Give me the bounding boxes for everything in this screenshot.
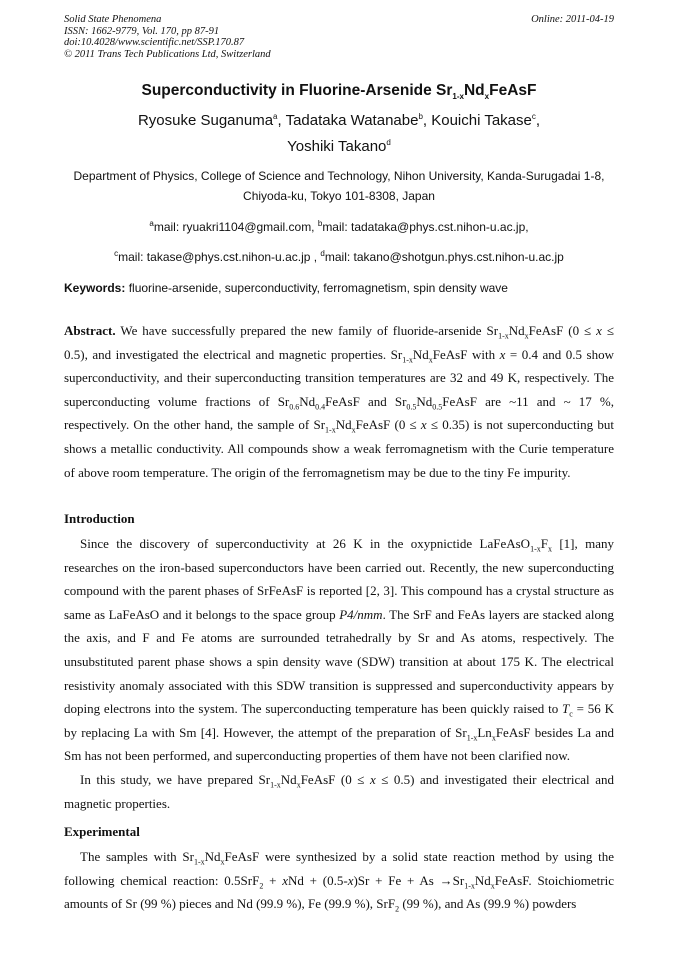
text-span: )Sr + Fe + As →Sr <box>353 872 465 888</box>
text-span: Nd <box>474 872 491 888</box>
text-span: 2 <box>395 904 400 914</box>
text-span: x <box>351 425 356 435</box>
text-span: 0.5 <box>432 402 443 412</box>
text-span: d <box>320 249 325 258</box>
author-list <box>70 108 608 160</box>
text-span: FeAsF besides La and Sm has not been performed, and superconducting properties of them have not been clarified now. <box>64 724 614 764</box>
text-span: 1-x <box>498 331 509 341</box>
text-span: ≤ 0.35) is not superconducting but shows a metallic conductivity. All compounds show a weak ferromagnetism with the Curie temperature of above room temperature. The origin of the ferromagnetism may be due to the tiny Fe impurity. <box>64 417 614 480</box>
text-span: Keywords: <box>64 281 126 295</box>
text-span: x <box>499 346 506 362</box>
text-span: Nd <box>299 393 316 409</box>
abstract-label: Abstract. <box>64 323 116 338</box>
text-span: Nd <box>335 417 352 433</box>
text-span: b <box>418 112 423 121</box>
text-span: Nd <box>508 323 525 338</box>
email-link[interactable]: mail: tadataka@phys.cst.nihon-u.ac.jp, <box>322 220 529 234</box>
journal-name: Solid State Phenomena <box>64 14 162 25</box>
text-span: Ln <box>477 724 492 740</box>
text-span: 2 <box>259 881 264 891</box>
text-span: We have successfully prepared the new family of fluoride-arsenide Sr <box>115 323 499 338</box>
text-span: Nd <box>416 393 433 409</box>
text-span: FeAsF were synthesized by a solid state reaction method by using the following chemical reaction: 0.5SrF <box>64 849 615 888</box>
paper-title <box>0 82 678 100</box>
text-span: P4/nmm <box>339 606 383 622</box>
text-span: 1-x <box>402 355 413 365</box>
text-span: 1-x <box>530 544 541 554</box>
abstract <box>64 319 614 484</box>
text-span: x <box>282 872 288 888</box>
text-span: , <box>535 112 541 129</box>
text-span: 1-x <box>325 425 336 435</box>
author-name: Ryosuke Suganuma <box>137 112 274 129</box>
text-span: Chiyoda-ku, Tokyo 101-8308, Japan <box>243 189 435 203</box>
author-name: , Tadataka Watanabe <box>277 112 419 129</box>
text-span: (99 %), and As (99.9 %) powders <box>399 896 577 912</box>
text-span: Nd <box>463 82 485 99</box>
text-span: c <box>569 709 573 719</box>
text-span: FeAsF and Sr <box>325 393 407 409</box>
text-span: 1-x <box>452 92 464 102</box>
author-emails <box>60 212 618 272</box>
text-span: T <box>562 701 570 717</box>
text-span: 1-x <box>270 780 281 790</box>
email-link[interactable]: mail: takano@shotgun.phys.cst.nihon-u.ac.jp <box>324 250 564 264</box>
text-span: = 56 K by replacing La with Sm [4]. However, the attempt of the preparation of Sr <box>64 701 614 740</box>
text-span: c <box>114 249 119 258</box>
introduction-body <box>64 532 614 815</box>
keywords <box>64 281 614 295</box>
text-span: FeAsF with <box>432 346 500 362</box>
text-span: 0.6 <box>289 402 300 412</box>
text-span: = 0.4 and 0.5 show superconductivity, and their superconducting transition temperatures are 32 and 49 K, respectively. The superconducting volume fractions of Sr <box>64 346 614 409</box>
paragraph <box>64 532 614 768</box>
journal-header <box>64 14 271 60</box>
online-date: Online: 2011-04-19 <box>531 14 614 25</box>
text-span: x <box>420 417 427 433</box>
text-span: Nd <box>204 849 221 864</box>
text-span: FeAsF (0 ≤ <box>355 417 421 433</box>
text-span: [1], many researches on the iron-based superconductors have been carried out. Recently, the new superconducting compound with the parent phases of SrFeAsF is reported [2, 3]. This compound has a crystal structure as same as LaFeAsO and it belongs to the space group <box>64 536 615 622</box>
text-span: FeAsF. Stoichiometric amounts of Sr (99 %) pieces and Nd (99.9 %), Fe (99.9 %), SrF <box>64 872 614 912</box>
doi-line: doi:10.4028/www.scientific.net/SSP.170.87 <box>64 37 245 48</box>
email-link[interactable]: mail: ryuakri1104@gmail.com, <box>153 220 318 234</box>
text-span: The samples with Sr <box>80 849 194 864</box>
text-span: + <box>263 872 283 888</box>
text-span: c <box>531 112 536 121</box>
text-span: x <box>490 881 495 891</box>
affiliation <box>60 166 618 206</box>
text-span: x <box>524 331 529 341</box>
text-span: Nd + (0.5- <box>288 872 348 888</box>
text-span: . The SrF and FeAs layers are stacked along the axis, and F and Fe atoms are surrounded tetrahedrally by Sr and As atoms, respectively. The unsubstituted parent phase shows a spin density wave (SDW) transition at about 175 K. The electrical resistivity anomaly associated with this SDW transition is suppressed and superconductivity appears by doping electrons into the system. The superconducting temperature has been quickly raised to <box>64 606 614 717</box>
text-span: ≤ 0.5) and investigated their electrical and magnetic properties. <box>64 771 614 811</box>
author-name: , Kouichi Takase <box>422 112 532 129</box>
text-span: Superconductivity in Fluorine-Arsenide Sr <box>141 82 453 99</box>
text-span: Department of Physics, College of Science and Technology, Nihon University, Kanda-Surugadai 1-8, <box>73 169 605 183</box>
author-name: Yoshiki Takano <box>287 138 387 155</box>
text-span: fluorine-arsenide, superconductivity, ferromagnetism, spin density wave <box>125 281 508 295</box>
text-span: x <box>220 857 225 867</box>
text-span: FeAsF (0 ≤ <box>528 323 597 338</box>
text-span: 1-x <box>466 733 478 743</box>
text-span: Nd <box>280 771 297 787</box>
text-span: x <box>296 780 301 790</box>
section-heading-experimental: Experimental <box>64 824 140 839</box>
text-span: x <box>347 872 354 888</box>
text-span: FeAsF <box>489 82 537 99</box>
experimental-body <box>64 845 614 916</box>
text-span: Since the discovery of superconductivity at 26 K in the oxypnictide LaFeAsO <box>80 536 531 551</box>
paragraph <box>64 845 614 916</box>
text-span: x <box>491 733 496 743</box>
text-span: x <box>369 771 376 787</box>
copyright-line: © 2011 Trans Tech Publications Ltd, Switzerland <box>64 48 271 60</box>
text-span: x <box>428 355 433 365</box>
text-span: In this study, we have prepared Sr <box>80 771 271 787</box>
text-span: FeAsF are ~11 and ~ 17 %, respectively. On the other hand, the sample of Sr <box>64 393 614 433</box>
text-span: d <box>386 138 391 147</box>
text-span: x <box>596 323 602 338</box>
text-span: 0.5 <box>406 402 417 412</box>
issn-line: ISSN: 1662-9779, Vol. 170, pp 87-91 <box>64 25 220 37</box>
text-span: F <box>540 536 548 551</box>
text-span: 0.4 <box>315 402 326 412</box>
email-link[interactable]: mail: takase@phys.cst.nihon-u.ac.jp , <box>118 250 321 264</box>
section-heading-introduction: Introduction <box>64 511 135 526</box>
text-span: 1-x <box>464 881 475 891</box>
text-span: Nd <box>412 346 429 362</box>
text-span: a <box>149 219 154 228</box>
paragraph <box>64 768 614 815</box>
text-span: a <box>273 112 278 121</box>
text-span: x <box>484 92 490 102</box>
text-span: 1-x <box>193 857 205 867</box>
text-span: ≤ 0.5), and investigated the electrical and magnetic properties. Sr <box>64 323 614 362</box>
text-span: b <box>317 219 323 228</box>
text-span: x <box>547 544 552 554</box>
text-span: FeAsF (0 ≤ <box>300 771 370 787</box>
